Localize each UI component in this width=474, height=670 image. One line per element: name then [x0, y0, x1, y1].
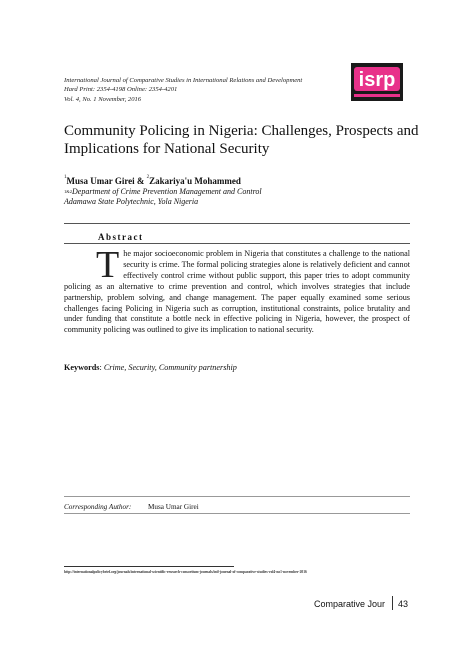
author2-sup: 2: [146, 175, 150, 180]
keywords-values: Crime, Security, Community partnership: [103, 363, 237, 372]
affiliation: [64, 187, 262, 207]
abstract-drop-cap: T: [96, 244, 120, 286]
page-number: 43: [398, 599, 409, 609]
affiliation-line2: Adamawa State Polytechnic, Yola Nigeria: [64, 197, 199, 206]
corresponding-top-rule: [64, 496, 410, 497]
affiliation-line1: Department of Crime Prevention Management and Control: [72, 187, 262, 196]
affiliation-sup: 1&2: [64, 189, 73, 194]
corresponding-author-name: Musa Umar Girei: [148, 503, 199, 511]
authors: [64, 176, 241, 186]
footnote-url[interactable]: http://internationalpolicybrief.org/journals/international-scientific-research-consortium-journals/intl-journal-of-comparative-studies-vol4-no1-november-2016: [64, 570, 307, 574]
abstract-body: [64, 244, 410, 336]
logo-text: isrp: [358, 69, 396, 91]
author1-sup: 1: [64, 175, 67, 180]
keywords-label: Keywords: [64, 363, 100, 372]
abstract-top-rule: [64, 223, 410, 224]
footer-journal: Comparative Jour: [314, 599, 386, 609]
keywords: [64, 363, 237, 372]
abstract-text: he major socioeconomic problem in Nigeria that constitutes a challenge to the national security is crime. The formal policing strategies alone is relatively deficient and cannot effectively control crime without public support, this paper tries to adopt community policing as an alternative to crime prevention and control, which involves strategies that include partnership, problem solving, and change management. The paper equally examined some serious challenges facing Policing in Nigeria such as corruption, institutional constraints, police brutality and under funding that constitute a bottle neck in effective policing in Nigeria, however, the prospect of community policing was outlined to give its implication to national security.: [64, 249, 410, 335]
paper-title: Community Policing in Nigeria: Challenges, Prospects and Implications for National Security: [64, 123, 419, 157]
corresponding-label-text: Corresponding Author:: [64, 503, 132, 511]
isrp-logo: [346, 63, 408, 101]
journal-name: International Journal of Comparative Studies in International Relations and Development: [64, 77, 303, 84]
keywords-separator: :: [99, 363, 104, 372]
author2: Zakariya'u Mohammed: [149, 176, 241, 186]
corresponding-bottom-rule: [64, 513, 410, 514]
journal-header: [64, 76, 344, 104]
footer-separator: [392, 596, 393, 610]
journal-issue: Vol. 4, No. 1 November, 2016: [64, 95, 142, 103]
journal-issn: Hard Print: 2354-4198 Online: 2354-4201: [64, 86, 178, 94]
abstract-heading: Abstract: [98, 232, 144, 242]
author1: Musa Umar Girei &: [66, 176, 147, 186]
footnote-rule: [64, 566, 234, 567]
corresponding-author-label: [64, 503, 131, 511]
